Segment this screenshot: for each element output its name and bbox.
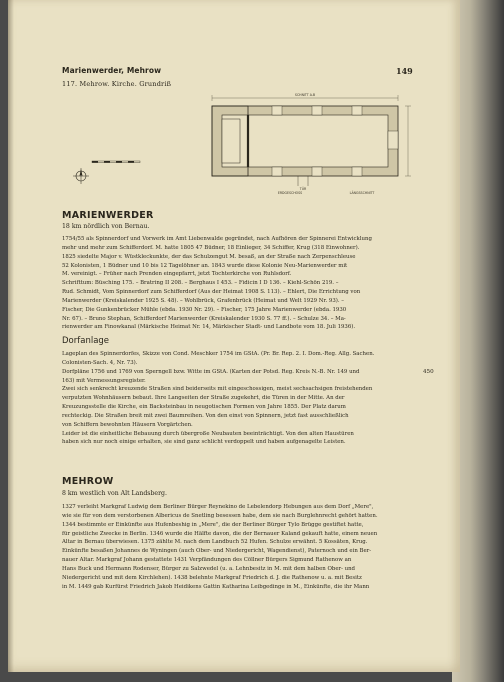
dorfanlage-line: Kreuzungsstelle die Kirche, ein Backsteinbau in neugotischen Formen von Jahre 1855. Der Platz darum [62,404,346,411]
plan-label-longitudinal: LÄNGSSCHNITT [349,191,375,195]
running-head: Marienwerder, Mehrow [62,66,162,75]
marienwerder-intro-line: Rud. Schmidt, Vom Spinnerdorf zum Schifferdorf (Aus der Heimat 1908 S. 113). – Ehlert, Die Errichtung von [62,289,361,296]
marienwerder-intro-line: rienwerder am Finowkanal (Märkische Heimat Nr. 14, Märkischer Stadt- und Landbote vom 18. Juli 1936). [62,324,356,331]
dorfanlage-line: haben sich nur noch einige erhalten, sie sind ganz schlicht verdoppelt und haben aufgenagelte Leisten. [62,439,346,446]
mehrow-line: 1327 verleiht Markgraf Ludwig dem Berliner Bürger Reynekino de Lebelendorp Hebungen aus dem Dorf „Mere", [62,504,374,510]
mehrow-line: wie sie für von dem verstorbenen Albericus de Snetling besessen habe, dem sie nach Burglehnrecht gehört hatten. [62,512,378,519]
mehrow-line: für geistliche Zwecke in Berlin. 1346 wurde die Hälfte davon, die der Bernauer Kaland gekauft hatte, einem neuen [62,530,378,537]
dorfanlage-text [62,350,418,447]
floor-plan-drawing [62,86,438,196]
marienwerder-intro-line: mehr und mehr zum Schifferdorf. M. hatte 1805 47 Büdner, 18 Einlieger, 34 Schiffer, Krug (318 Einwohner). [62,244,360,251]
section-subtitle-mehrow: 8 km westlich von Alt Landsberg. [62,490,167,497]
marienwerder-intro-line: Nr. 67). – Bruno Stephan, Schifferdorf Marienwerder (Kreiskalender 1930 S. 77 ff.). – Schulze 34. – Ma- [62,315,346,322]
mehrow-text [62,503,418,591]
mehrow-line: Hans Buck und Hermann Rodenser, Bürger zu Salzwedel (u. a. Lehnbesitz in M. mit dem halben Ober- und [62,565,356,572]
document-page [8,0,460,672]
section-title-marienwerder: MARIENWERDER [62,210,154,221]
dorfanlage-line: rechteckig. Die Straßen breit mit zwei Baumreihen. Von den einst von Spinnern, jetzt fast ausschließlich [62,412,349,419]
figure-caption: 117. Mehrow. Kirche. Grundriß [62,80,172,88]
mehrow-line: Einkünfte besaßen Johannes de Wyningen (auch Ober- und Niedergericht, Wagendienst), Paternoch und ein Ber- [62,548,372,555]
mehrow-line: Altar in Bernau überwiesen. 1375 zählte M. nach dem Landbuch 52 Hufen. Schulze erwähnt. 5 Kossäten, Krug. [62,539,368,546]
church-walls [212,95,411,186]
compass-icon [73,168,89,184]
dorfanlage-line: Colonisten-Sach. 4, Nr. 73). [62,359,138,366]
church-floor-plan [62,86,438,196]
marienwerder-intro-line: Marienwerder (Kreiskalender 1925 S. 48). – Wohlbrück, Grafenbrück (Heimat und Welt 1929 Nr. 93). – [62,297,345,304]
dorfanlage-line: Leider ist die einheitliche Bebauung durch übergroße Neubauten beeinträchtigt. Von den alten Haustüren [62,430,354,437]
marienwerder-intro-line: 1754/55 als Spinnerdorf und Vorwerk im Amt Liebenwalde gegründet, nach Aufhören der Spinnerei Entwicklung [62,236,372,242]
mehrow-line: 1344 bestimmte er Einkünfte aus Hufenbeshig in „Mere", die der Berliner Bürger Tylo Brügge gestiftet hatte, [62,521,364,528]
dorfanlage-line: Zwei sich senkrecht kreuzende Straßen sind beiderseits mit eingeschossigen, meist sechsachsigen freistehenden [62,386,373,393]
section-subtitle-marienwerder: 18 km nördlich von Bernau. [62,223,150,230]
dorfanlage-line: von Schiffern bewohnten Häusern Vorgärtchen. [62,421,193,428]
page-number: 149 [396,66,413,76]
subheading-dorfanlage: Dorfanlage [62,336,110,346]
marienwerder-intro-line: 52 Kolonisten, 1 Büdner und 10 bis 12 Tagelöhner an. 1843 wurde diese Kolonie Neu-Marienwerder mit [62,262,348,269]
mehrow-line: nauer Altar. Markgraf Johann gestattete 1431 Verpfändungen des Cöllner Bürgers Sigmund Rathenow an [62,557,352,564]
plan-label-door: TÜR [299,187,307,191]
mehrow-line: Niedergericht und mit dem Kirchlehen). 1438 belehnte Markgraf Friedrich d. J. die Rathenow u. a. mit Besitz [62,574,362,581]
dorfanlage-line: Lageplan des Spinnerdorfes, Skizze von Cond. Meschker 1754 im GStA. (Pr. Br. Rep. 2. I. Dom.-Reg. Allg. Sachen. [62,351,375,357]
dorfanlage-line: verputzten Wohnhäusern bebaut. Ihre Langseiten der Straße zugekehrt, die Türen in der Mitte. An der [62,395,345,402]
marienwerder-intro-line: 1825 siedelte Major v. Wüstkleckunkte, der das Schulzengut M. besaß, an der Straße nach Zerpenschleuse [62,253,356,260]
marienwerder-intro-line: M. vereinigt. – Früher nach Prenden eingepfarrt, jetzt Tochterkirche von Ruhlsdorf. [62,271,292,278]
mehrow-line: in M. 1449 gab Kurfürst Friedrich Jakob Heidikens Gattin Katharina Leibgedinge in M., Einkünfte, die ihr Mann [62,583,370,590]
marienwerder-intro-line: Schrifttum: Büsching 175. – Bratring II 208. – Berghaus I 453. – Fidicin I D 136. – Kiehl-Schön 219. – [62,280,339,287]
margin-note: 450 [423,369,434,375]
dorfanlage-line: Dorfpläne 1756 und 1769 von Sperngell bzw. Witte im GStA. (Karten der Potsd. Reg. Kreis N.-B. Nr. 149 und [62,368,360,375]
dorfanlage-line: 163) mit Vermessungsregister. [62,377,146,384]
page-gutter-shadow [8,0,14,672]
marienwerder-intro-line: Fischer, Die Gunkenbrücker Mühle (ebda. 1930 Nr. 29). – Fischer, 175 Jahre Marienwerder (ebda. 1930 [62,306,347,313]
plan-label-section: SCHNITT A-B [294,93,316,97]
marienwerder-intro-text [62,235,418,332]
scale-bar [92,161,140,163]
section-title-mehrow: MEHROW [62,476,114,487]
plan-label-ground-floor: ERDGESCHOSS [277,191,303,195]
